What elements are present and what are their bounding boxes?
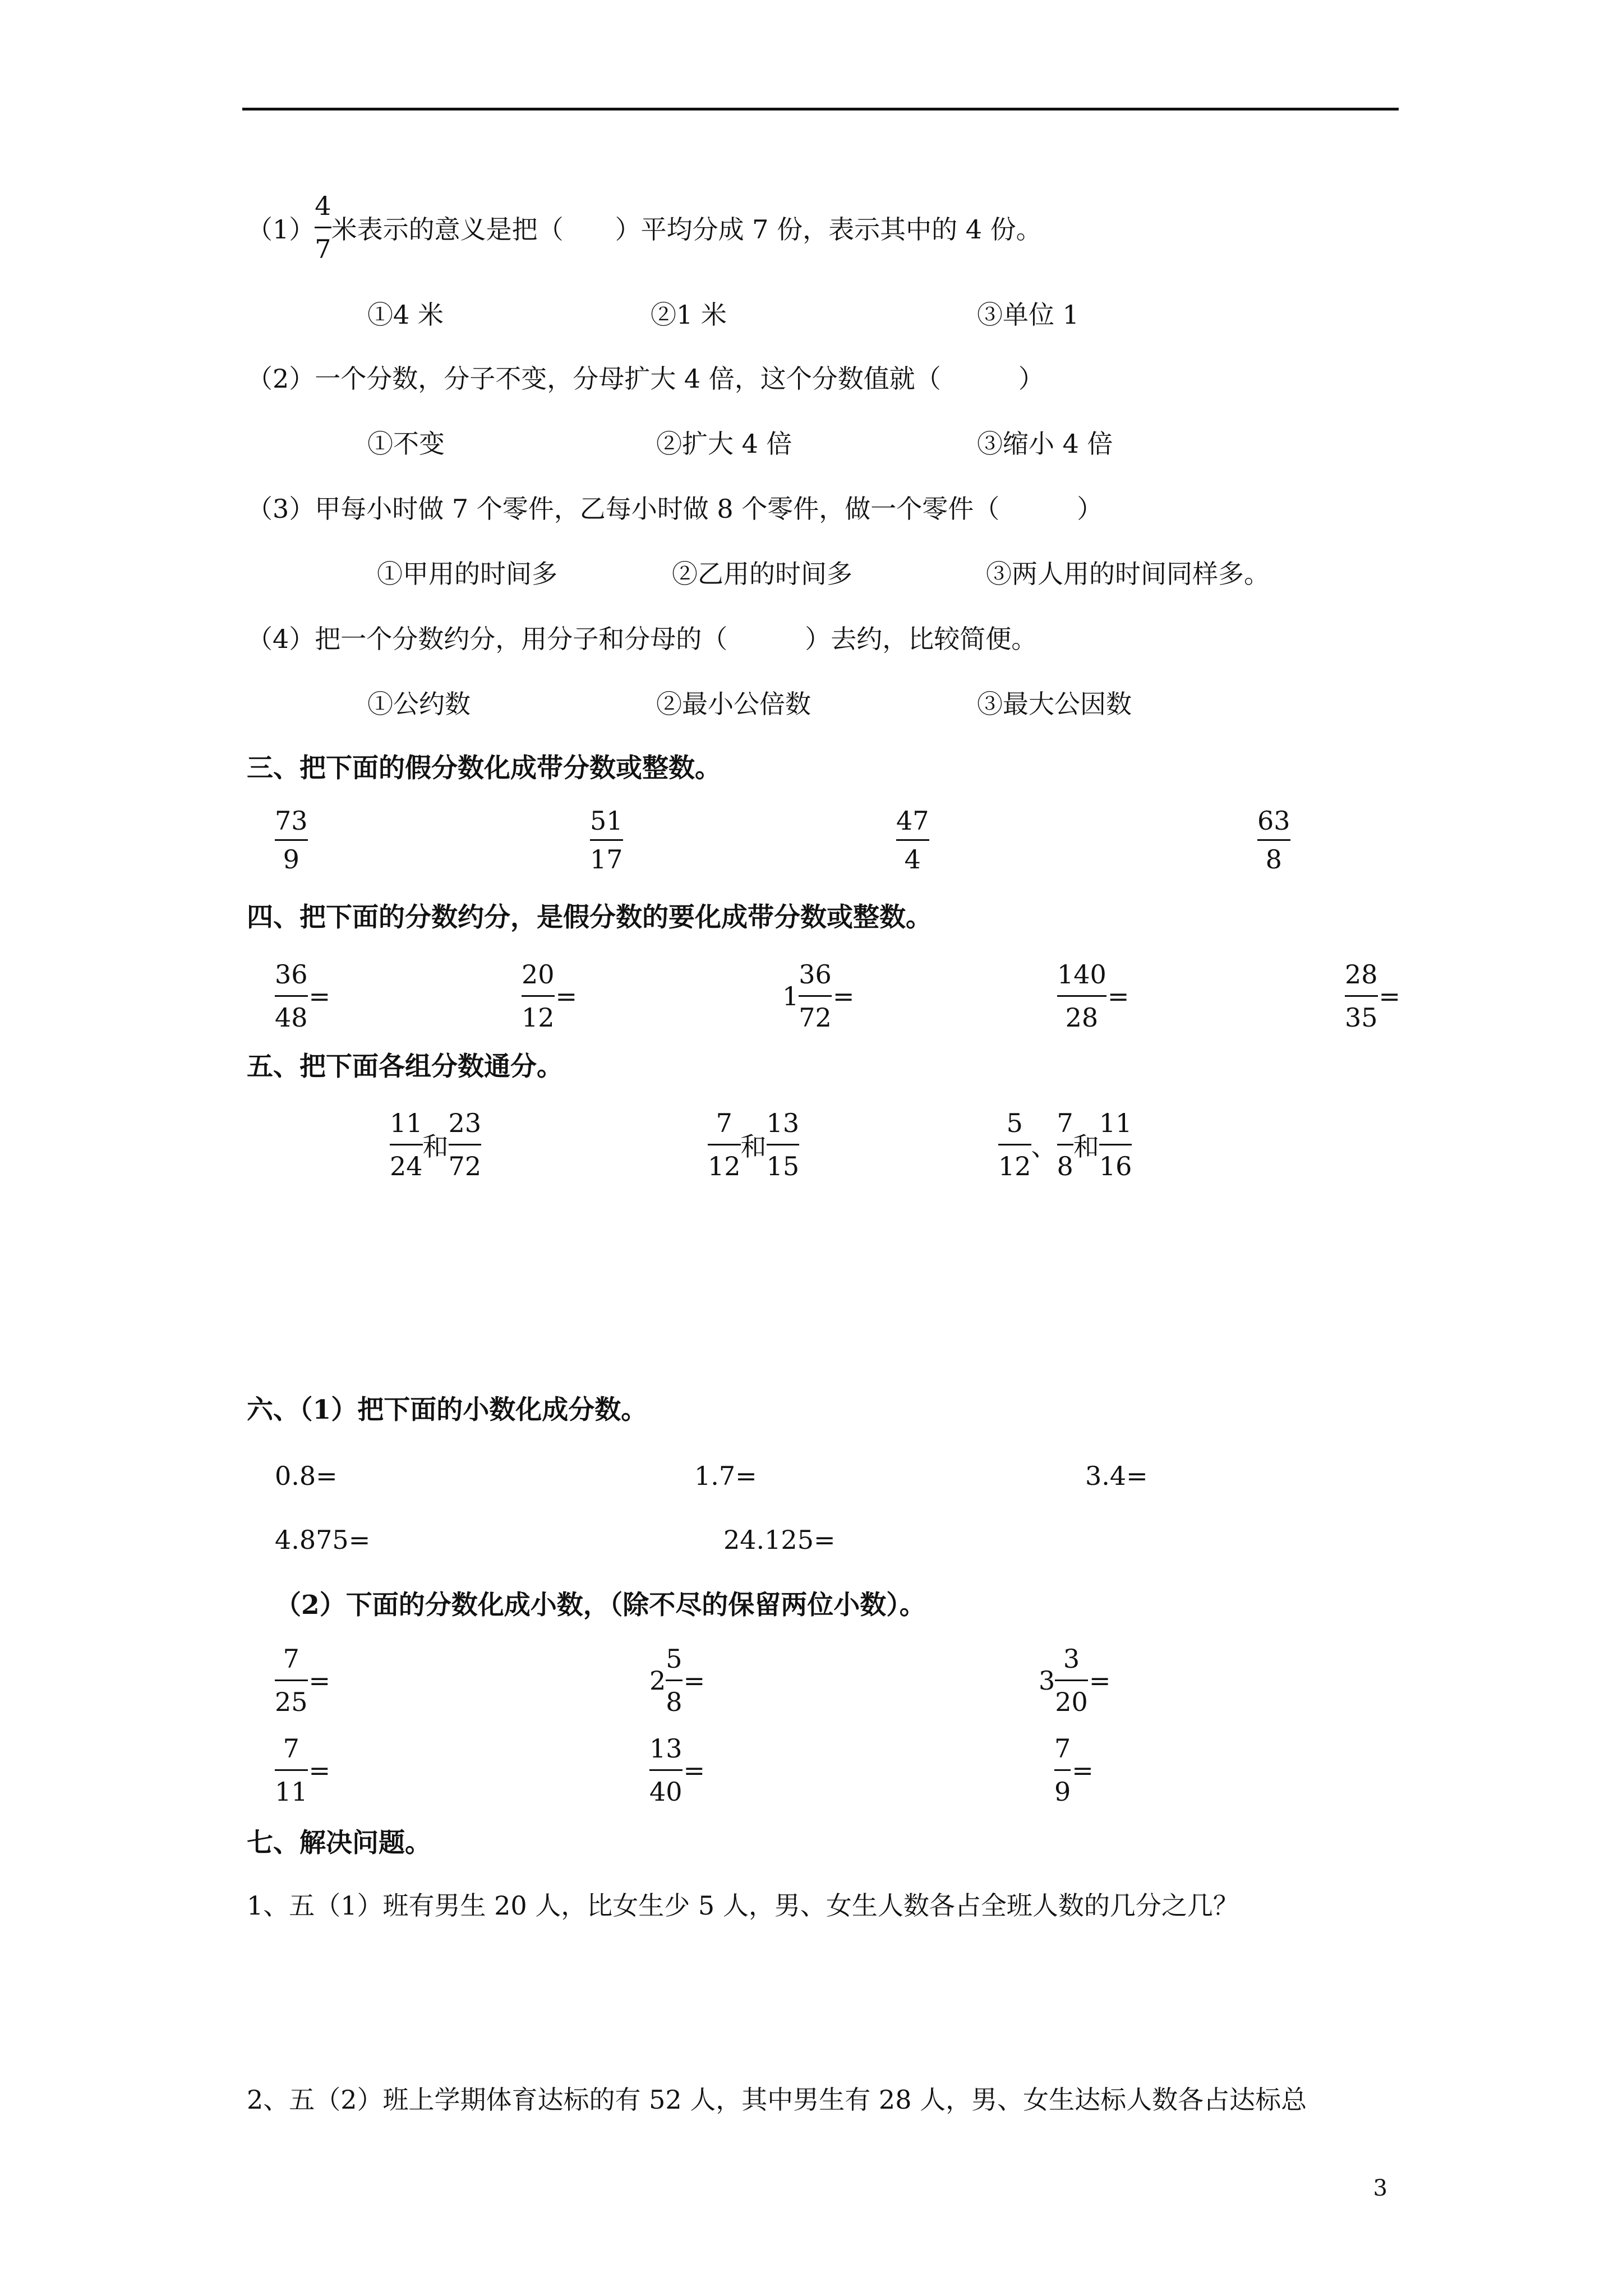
fraction-3-20: $\frac{3}{20}$ [1055,1644,1088,1717]
decimal-item-1: 0.8= [275,1461,338,1491]
reduce-item-4: $\frac{140}{28}$ = [1057,959,1129,1033]
fraction-5-12: $\frac{5}{12}$ [998,1108,1031,1181]
fraction-51-17: 51 17 [590,806,623,875]
header-rule [242,108,1399,111]
q4-option-1: ①公约数 [367,689,471,719]
q1-option-3: ③单位 1 [977,300,1079,330]
q2-option-3: ③缩小 4 倍 [977,429,1113,459]
decimal-item-3: 3.4= [1085,1461,1148,1491]
fraction-20-12: $\frac{20}{12}$ [522,959,555,1033]
reduce-item-2: $\frac{20}{12}$ = [522,959,578,1033]
fraction-7-8: $\frac{7}{8}$ [1057,1108,1073,1181]
question-1-prefix: （1） [247,214,315,245]
fraction-13-15: $\frac{13}{15}$ [766,1108,800,1181]
to-decimal-item-1: $\frac{7}{25}$ = [275,1644,331,1717]
fraction-13-40: $\frac{13}{40}$ [649,1733,683,1807]
fraction-11-24: $\frac{11}{24}$ [390,1108,423,1181]
fraction-63-8: 63 8 [1257,806,1290,875]
q3-option-3: ③两人用的时间同样多。 [986,559,1270,589]
q2-option-1: ①不变 [367,429,445,459]
page-number: 3 [1373,2175,1387,2201]
fraction-47-4: 47 4 [896,806,929,875]
question-1 [247,191,1042,264]
section-6-subheading: （2）下面的分数化成小数，（除不尽的保留两位小数）。 [275,1590,926,1621]
reduce-item-5: $\frac{28}{35}$ = [1345,959,1401,1033]
to-decimal-item-2: 2 $\frac{5}{8}$ = [649,1644,706,1717]
question-1-text: 米表示的意义是把（ ）平均分成 7 份，表示其中的 4 份。 [331,214,1042,245]
section-6-heading: 六、（1）把下面的小数化成分数。 [247,1395,648,1425]
fraction-7-12: $\frac{7}{12}$ [708,1108,741,1181]
fraction-7-25: $\frac{7}{25}$ [275,1644,308,1717]
fraction-23-72: $\frac{23}{72}$ [448,1108,482,1181]
fraction-5-8: $\frac{5}{8}$ [666,1644,683,1717]
fraction-36-72: $\frac{36}{72}$ [799,959,832,1033]
fraction-28-35: $\frac{28}{35}$ [1345,959,1378,1033]
fraction-7-9: $\frac{7}{9}$ [1054,1733,1071,1807]
common-denominator-group-2: $\frac{7}{12}$ 和 $\frac{13}{15}$ [708,1108,800,1181]
to-decimal-item-6: $\frac{7}{9}$ = [1054,1733,1094,1807]
q4-option-2: ②最小公倍数 [656,689,811,719]
q4-option-3: ③最大公因数 [977,689,1132,719]
section-5-heading: 五、把下面各组分数通分。 [247,1051,563,1082]
problem-2: 2、五（2）班上学期体育达标的有 52 人，其中男生有 28 人，男、女生达标人数各占达标总 [247,2085,1307,2115]
fraction-4-7: $\frac{4}{7}$ [315,191,331,264]
q2-option-2: ②扩大 4 倍 [656,429,792,459]
common-denominator-group-1: $\frac{11}{24}$ 和 $\frac{23}{72}$ [390,1108,482,1181]
question-4: （4）把一个分数约分，用分子和分母的（ ）去约，比较简便。 [247,624,1038,654]
section-3-heading: 三、把下面的假分数化成带分数或整数。 [247,753,721,784]
problem-1: 1、五（1）班有男生 20 人，比女生少 5 人，男、女生人数各占全班人数的几分之几？ [247,1890,1239,1921]
fraction-140-28: $\frac{140}{28}$ [1057,959,1106,1033]
decimal-item-5: 24.125= [723,1525,836,1555]
section-4-heading: 四、把下面的分数约分，是假分数的要化成带分数或整数。 [247,902,932,933]
fraction-7-11: $\frac{7}{11}$ [275,1733,308,1807]
q1-option-2: ②1 米 [651,300,727,330]
reduce-item-1: $\frac{36}{48}$ = [275,959,331,1033]
to-decimal-item-3: 3 $\frac{3}{20}$ = [1039,1644,1111,1717]
reduce-item-3: 1 $\frac{36}{72}$ = [782,959,855,1033]
to-decimal-item-4: $\frac{7}{11}$ = [275,1733,331,1807]
fraction-11-16: $\frac{11}{16}$ [1099,1108,1132,1181]
to-decimal-item-5: $\frac{13}{40}$ = [649,1733,706,1807]
q1-option-1: ①4 米 [367,300,444,330]
decimal-item-4: 4.875= [275,1525,371,1555]
common-denominator-group-3: $\frac{5}{12}$ 、 $\frac{7}{8}$ 和 $\frac{11}{16}$ [998,1108,1132,1181]
q3-option-2: ②乙用的时间多 [672,559,852,589]
fraction-73-9: 73 9 [275,806,308,875]
decimal-item-2: 1.7= [694,1461,757,1491]
fraction-36-48: $\frac{36}{48}$ [275,959,308,1033]
question-2: （2）一个分数，分子不变，分母扩大 4 倍，这个分数值就（ ） [247,364,1044,394]
question-3: （3）甲每小时做 7 个零件，乙每小时做 8 个零件，做一个零件（ ） [247,494,1103,524]
section-7-heading: 七、解决问题。 [247,1828,431,1858]
q3-option-1: ①甲用的时间多 [377,559,557,589]
